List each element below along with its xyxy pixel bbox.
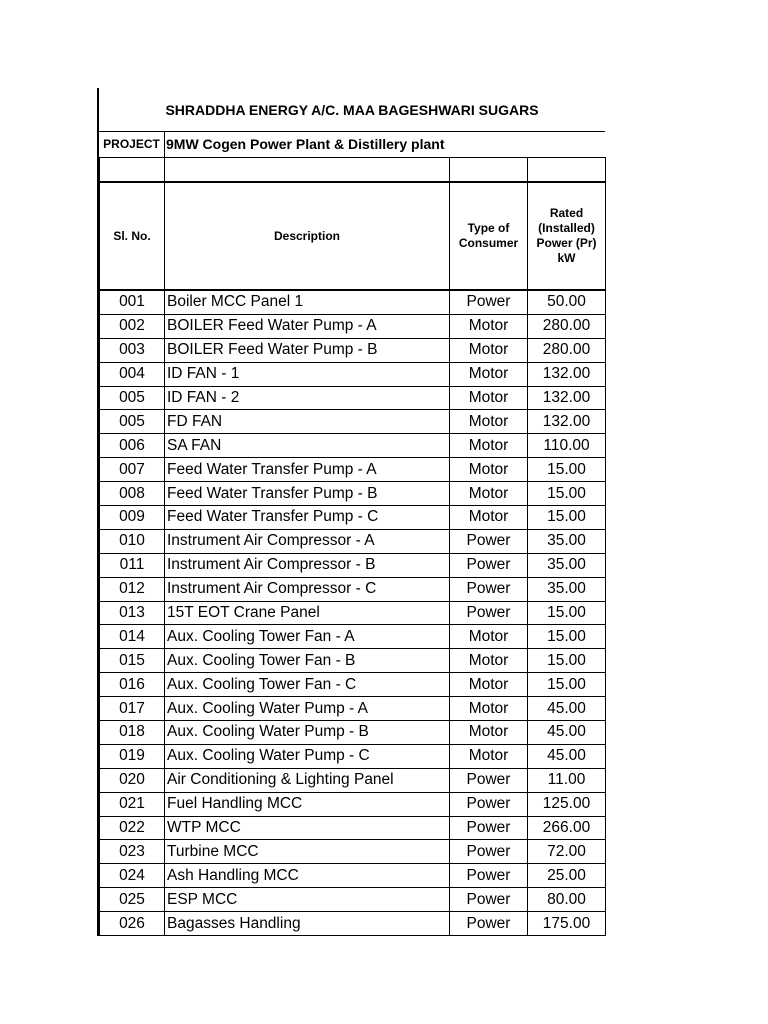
sl-no-cell: 016 xyxy=(100,673,165,697)
type-cell: Motor xyxy=(450,697,528,721)
table-row xyxy=(100,529,606,553)
header-sl-no: Sl. No. xyxy=(100,182,165,290)
table-row xyxy=(100,482,606,506)
sl-no-cell: 005 xyxy=(100,386,165,410)
power-cell: 132.00 xyxy=(528,410,606,434)
description-cell: BOILER Feed Water Pump - A xyxy=(165,314,450,338)
power-cell: 125.00 xyxy=(528,792,606,816)
description-cell: ID FAN - 2 xyxy=(165,386,450,410)
sl-no-cell: 021 xyxy=(100,792,165,816)
type-cell: Motor xyxy=(450,649,528,673)
sl-no-cell: 009 xyxy=(100,506,165,530)
power-cell: 280.00 xyxy=(528,338,606,362)
description-cell: ESP MCC xyxy=(165,888,450,912)
sl-no-cell: 023 xyxy=(100,840,165,864)
description-cell: Instrument Air Compressor - B xyxy=(165,553,450,577)
type-cell: Power xyxy=(450,601,528,625)
table-row xyxy=(100,410,606,434)
table-row xyxy=(100,506,606,530)
blank-row xyxy=(100,158,606,183)
power-cell: 45.00 xyxy=(528,744,606,768)
sl-no-cell: 007 xyxy=(100,458,165,482)
description-cell: WTP MCC xyxy=(165,816,450,840)
sl-no-cell: 018 xyxy=(100,721,165,745)
type-cell: Motor xyxy=(450,434,528,458)
table-row xyxy=(100,673,606,697)
table-row xyxy=(100,338,606,362)
type-cell: Power xyxy=(450,768,528,792)
table-row xyxy=(100,314,606,338)
description-cell: Fuel Handling MCC xyxy=(165,792,450,816)
project-value: 9MW Cogen Power Plant & Distillery plant xyxy=(166,136,445,152)
sl-no-cell: 001 xyxy=(100,290,165,314)
description-cell: Aux. Cooling Tower Fan - B xyxy=(165,649,450,673)
sl-no-cell: 012 xyxy=(100,577,165,601)
description-cell: 15T EOT Crane Panel xyxy=(165,601,450,625)
header-description: Description xyxy=(165,182,450,290)
power-cell: 175.00 xyxy=(528,912,606,936)
power-cell: 50.00 xyxy=(528,290,606,314)
table-row xyxy=(100,816,606,840)
sl-no-cell: 015 xyxy=(100,649,165,673)
sl-no-cell: 008 xyxy=(100,482,165,506)
sl-no-cell: 011 xyxy=(100,553,165,577)
power-cell: 35.00 xyxy=(528,553,606,577)
blank-cell xyxy=(165,158,450,183)
description-cell: ID FAN - 1 xyxy=(165,362,450,386)
sl-no-cell: 006 xyxy=(100,434,165,458)
power-cell: 15.00 xyxy=(528,482,606,506)
type-cell: Motor xyxy=(450,362,528,386)
type-cell: Power xyxy=(450,577,528,601)
description-cell: BOILER Feed Water Pump - B xyxy=(165,338,450,362)
table-row xyxy=(100,553,606,577)
power-cell: 72.00 xyxy=(528,840,606,864)
description-cell: Ash Handling MCC xyxy=(165,864,450,888)
table-row xyxy=(100,386,606,410)
type-cell: Motor xyxy=(450,673,528,697)
type-cell: Motor xyxy=(450,314,528,338)
table-row xyxy=(100,768,606,792)
type-cell: Power xyxy=(450,864,528,888)
type-cell: Power xyxy=(450,529,528,553)
sl-no-cell: 010 xyxy=(100,529,165,553)
description-cell: Bagasses Handling xyxy=(165,912,450,936)
power-cell: 280.00 xyxy=(528,314,606,338)
description-cell: Boiler MCC Panel 1 xyxy=(165,290,450,314)
header-power: Rated (Installed) Power (Pr) kW xyxy=(528,182,606,290)
table-row xyxy=(100,290,606,314)
table-row xyxy=(100,744,606,768)
sl-no-cell: 019 xyxy=(100,744,165,768)
consumer-table xyxy=(99,157,606,936)
table-row xyxy=(100,458,606,482)
sl-no-cell: 004 xyxy=(100,362,165,386)
power-cell: 15.00 xyxy=(528,673,606,697)
power-cell: 110.00 xyxy=(528,434,606,458)
type-cell: Power xyxy=(450,792,528,816)
type-cell: Power xyxy=(450,290,528,314)
table-row xyxy=(100,864,606,888)
sl-no-cell: 014 xyxy=(100,625,165,649)
table-row xyxy=(100,888,606,912)
table-row xyxy=(100,697,606,721)
power-cell: 15.00 xyxy=(528,649,606,673)
sl-no-cell: 025 xyxy=(100,888,165,912)
type-cell: Motor xyxy=(450,386,528,410)
power-cell: 132.00 xyxy=(528,362,606,386)
sl-no-cell: 013 xyxy=(100,601,165,625)
sl-no-cell: 005 xyxy=(100,410,165,434)
table-row xyxy=(100,434,606,458)
sl-no-cell: 022 xyxy=(100,816,165,840)
power-cell: 11.00 xyxy=(528,768,606,792)
power-cell: 35.00 xyxy=(528,577,606,601)
sl-no-cell: 026 xyxy=(100,912,165,936)
description-cell: Turbine MCC xyxy=(165,840,450,864)
power-cell: 266.00 xyxy=(528,816,606,840)
description-cell: Aux. Cooling Tower Fan - A xyxy=(165,625,450,649)
description-cell: FD FAN xyxy=(165,410,450,434)
sl-no-cell: 002 xyxy=(100,314,165,338)
description-cell: Feed Water Transfer Pump - C xyxy=(165,506,450,530)
description-cell: Aux. Cooling Water Pump - A xyxy=(165,697,450,721)
power-cell: 25.00 xyxy=(528,864,606,888)
power-cell: 132.00 xyxy=(528,386,606,410)
description-cell: Aux. Cooling Tower Fan - C xyxy=(165,673,450,697)
type-cell: Motor xyxy=(450,458,528,482)
sl-no-cell: 017 xyxy=(100,697,165,721)
type-cell: Power xyxy=(450,912,528,936)
power-cell: 45.00 xyxy=(528,721,606,745)
power-cell: 15.00 xyxy=(528,458,606,482)
type-cell: Motor xyxy=(450,744,528,768)
description-cell: Aux. Cooling Water Pump - B xyxy=(165,721,450,745)
sl-no-cell: 020 xyxy=(100,768,165,792)
type-cell: Power xyxy=(450,888,528,912)
power-cell: 15.00 xyxy=(528,625,606,649)
table-row xyxy=(100,792,606,816)
type-cell: Motor xyxy=(450,338,528,362)
sheet-title: SHRADDHA ENERGY A/C. MAA BAGESHWARI SUGARS xyxy=(99,88,605,132)
blank-cell xyxy=(100,158,165,183)
header-type: Type of Consumer xyxy=(450,182,528,290)
table-row xyxy=(100,577,606,601)
power-cell: 15.00 xyxy=(528,506,606,530)
description-cell: Feed Water Transfer Pump - A xyxy=(165,458,450,482)
sl-no-cell: 003 xyxy=(100,338,165,362)
description-cell: Instrument Air Compressor - A xyxy=(165,529,450,553)
table-row xyxy=(100,840,606,864)
description-cell: Feed Water Transfer Pump - B xyxy=(165,482,450,506)
blank-cell xyxy=(450,158,528,183)
sl-no-cell: 024 xyxy=(100,864,165,888)
description-cell: Air Conditioning & Lighting Panel xyxy=(165,768,450,792)
table-row xyxy=(100,625,606,649)
power-cell: 80.00 xyxy=(528,888,606,912)
header-row xyxy=(100,182,606,290)
table-row xyxy=(100,601,606,625)
type-cell: Power xyxy=(450,840,528,864)
type-cell: Power xyxy=(450,553,528,577)
blank-cell xyxy=(528,158,606,183)
table-row xyxy=(100,912,606,936)
type-cell: Motor xyxy=(450,506,528,530)
description-cell: Instrument Air Compressor - C xyxy=(165,577,450,601)
description-cell: SA FAN xyxy=(165,434,450,458)
table-row xyxy=(100,362,606,386)
power-cell: 45.00 xyxy=(528,697,606,721)
type-cell: Power xyxy=(450,816,528,840)
description-cell: Aux. Cooling Water Pump - C xyxy=(165,744,450,768)
project-divider xyxy=(164,132,165,157)
type-cell: Motor xyxy=(450,482,528,506)
table-row xyxy=(100,649,606,673)
power-cell: 15.00 xyxy=(528,601,606,625)
project-label: PROJECT xyxy=(103,137,160,151)
table-row xyxy=(100,721,606,745)
type-cell: Motor xyxy=(450,625,528,649)
power-cell: 35.00 xyxy=(528,529,606,553)
project-row xyxy=(99,132,605,156)
type-cell: Motor xyxy=(450,410,528,434)
type-cell: Motor xyxy=(450,721,528,745)
